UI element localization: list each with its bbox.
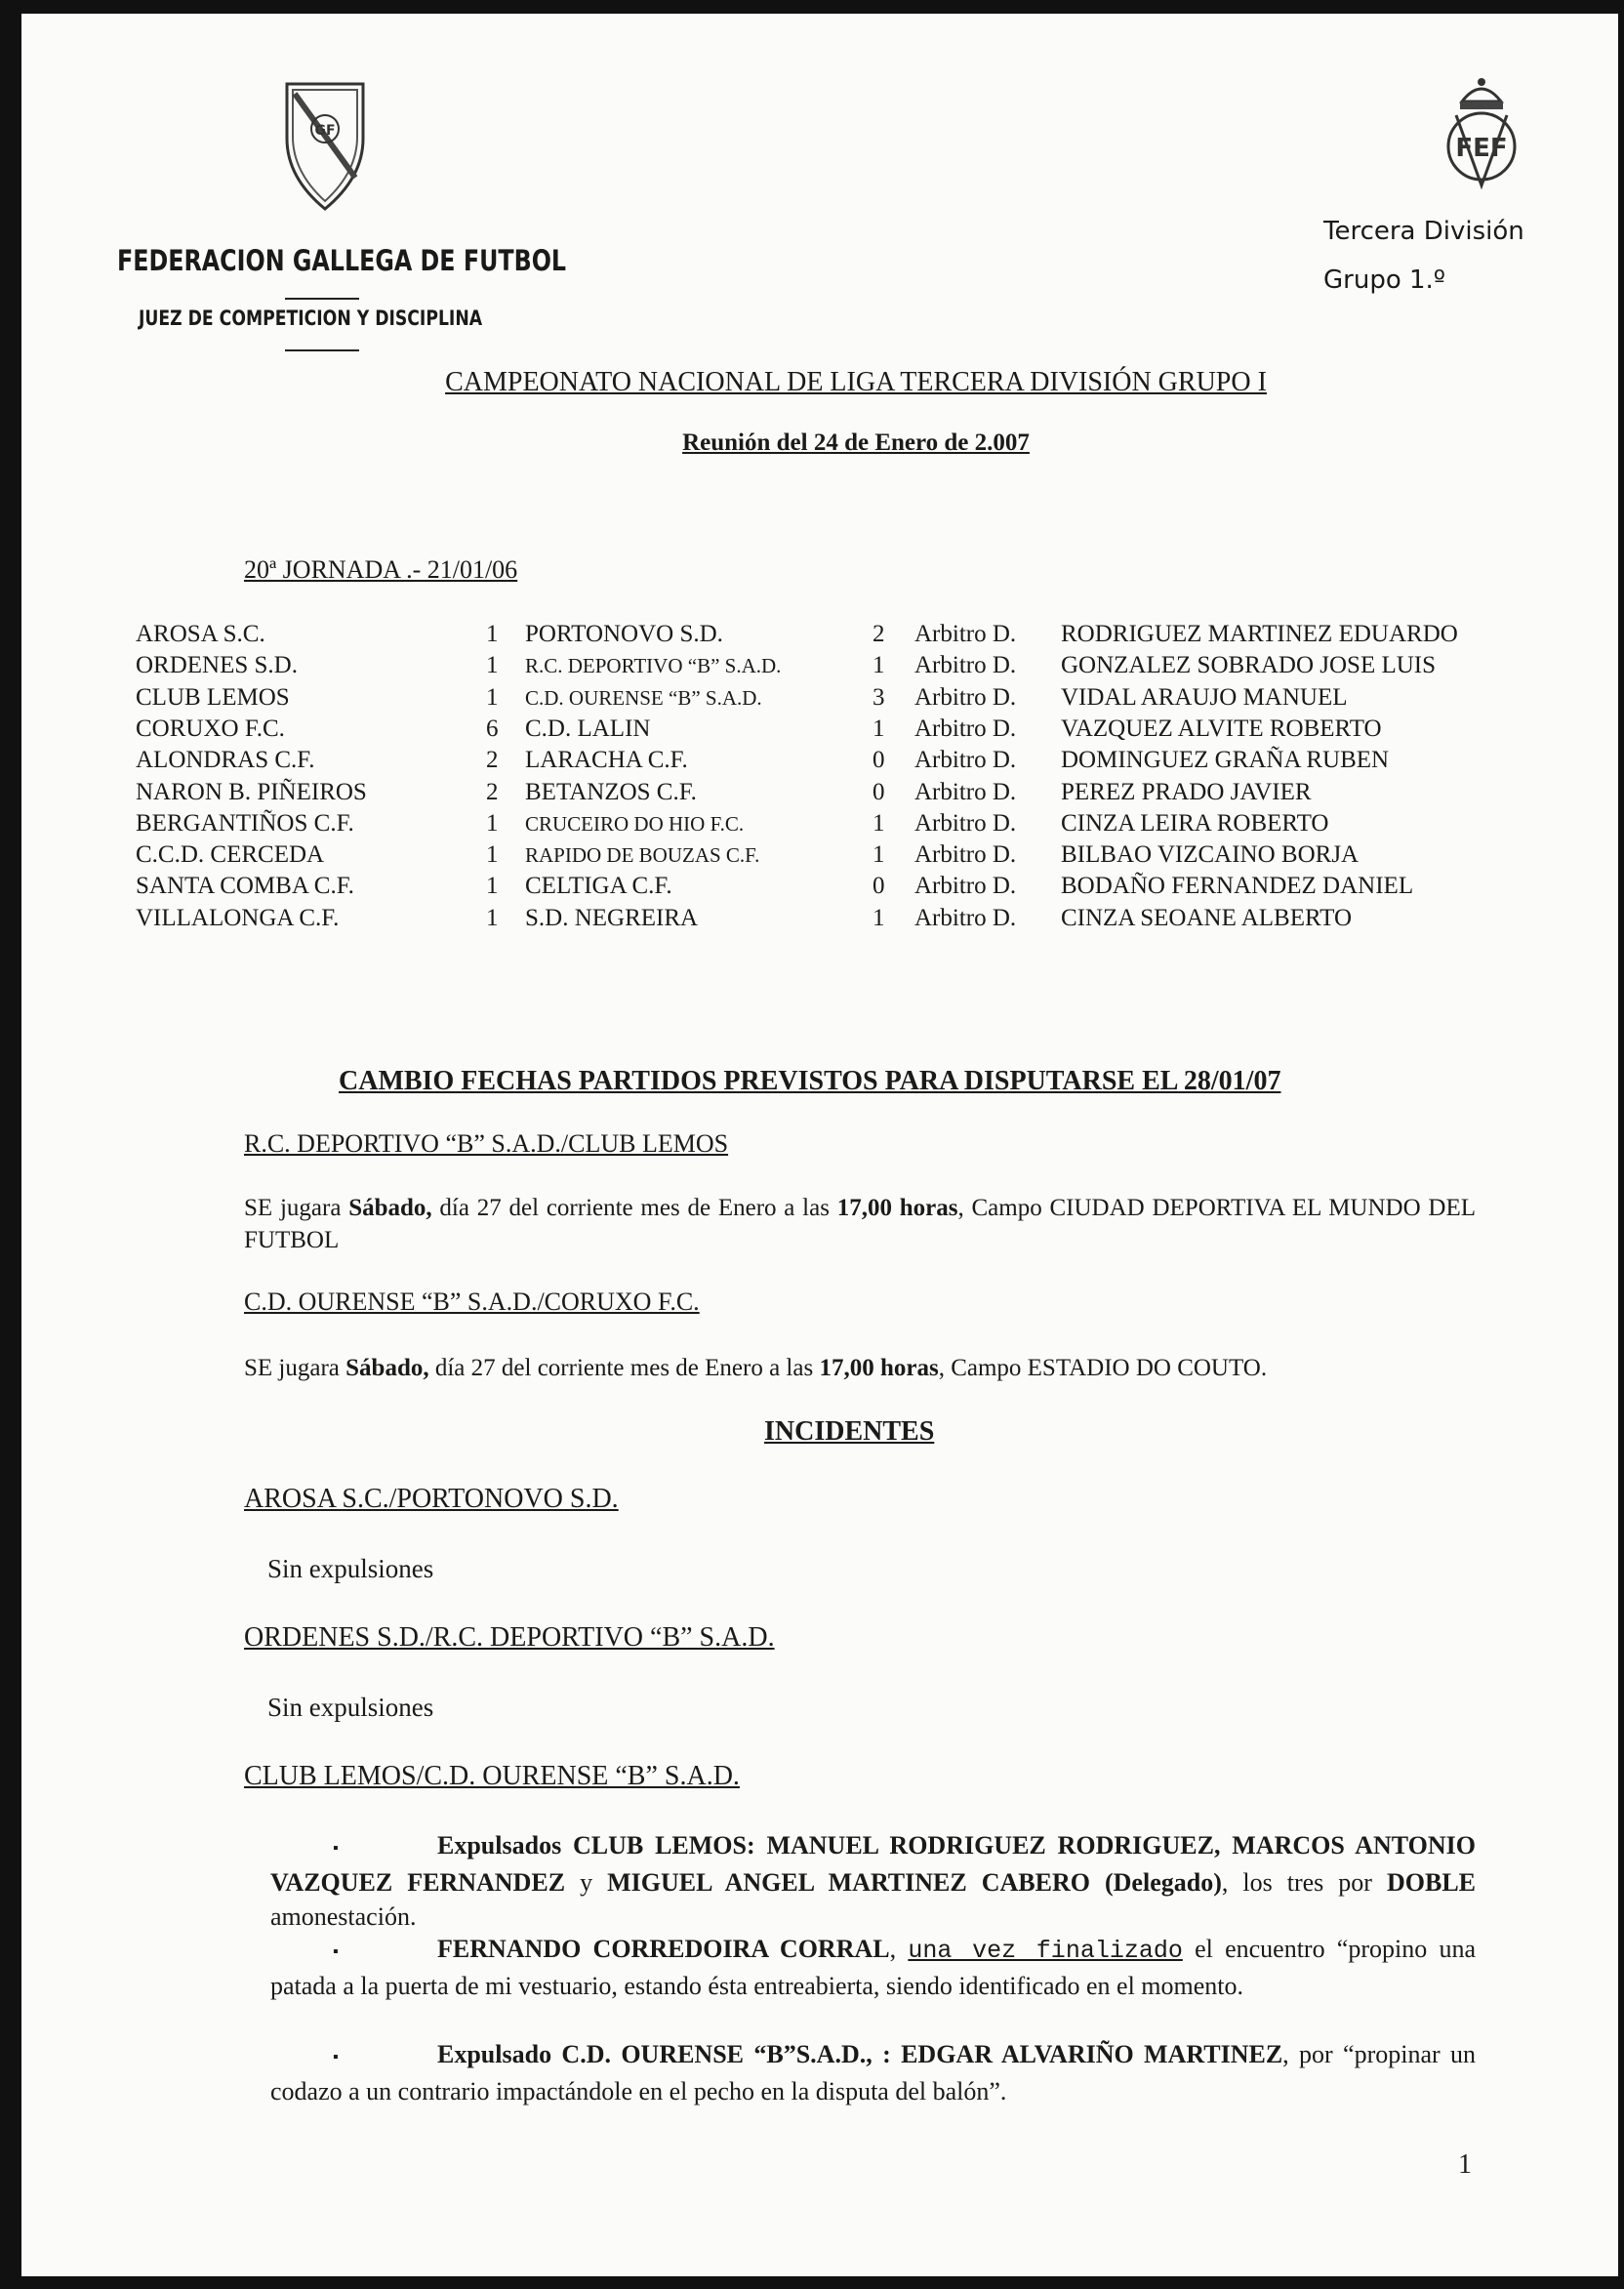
referee-name: DOMINGUEZ GRAÑA RUBEN (1061, 747, 1390, 774)
home-team: C.C.D. CERCEDA (136, 841, 325, 869)
away-team: LARACHA C.F. (525, 747, 688, 774)
result-row (0, 839, 1624, 871)
home-score: 1 (486, 621, 499, 647)
text: día 27 del corriente mes de Enero a las (431, 1195, 837, 1221)
away-score: 1 (873, 652, 885, 679)
incident-text-1: Sin expulsiones (267, 1554, 434, 1583)
home-score: 1 (486, 904, 499, 931)
away-team: RAPIDO DE BOUZAS C.F. (525, 843, 760, 868)
home-team: AROSA S.C. (136, 621, 265, 647)
away-score: 3 (873, 683, 885, 711)
away-team: CRUCEIRO DO HIO F.C. (525, 811, 745, 836)
away-score: 0 (873, 747, 885, 774)
home-team: VILLALONGA C.F. (136, 904, 340, 931)
svg-text:FEF: FEF (1455, 134, 1508, 163)
result-row (0, 871, 1624, 902)
change-match-1: R.C. DEPORTIVO “B” S.A.D./CLUB LEMOS (244, 1129, 729, 1158)
change-match-2: C.D. OURENSE “B” S.A.D./CORUXO F.C. (244, 1288, 700, 1316)
text: y (565, 1867, 608, 1897)
result-row (0, 903, 1624, 934)
result-row (0, 777, 1624, 808)
venue: , Campo CIUDAD DEPORTIVA EL MUNDO DEL FUTBOL (244, 1195, 1477, 1253)
referee-name: VAZQUEZ ALVITE ROBERTO (1061, 715, 1382, 742)
result-row (0, 682, 1624, 714)
division-label: Tercera División (1323, 217, 1524, 246)
away-score: 1 (873, 841, 885, 869)
away-team: S.D. NEGREIRA (525, 904, 699, 931)
text: FERNANDO CORREDOIRA CORRAL (437, 1935, 890, 1963)
federation-name: FEDERACION GALLEGA DE FUTBOL (117, 244, 567, 277)
referee-label: Arbitro D. (914, 873, 1017, 900)
referee-label: Arbitro D. (914, 652, 1017, 679)
document-title: CAMPEONATO NACIONAL DE LIGA TERCERA DIVISIÓN GRUPO I (445, 367, 1267, 397)
home-score: 1 (486, 652, 499, 679)
incident-match-3: CLUB LEMOS/C.D. OURENSE “B” S.A.D. (244, 1761, 740, 1791)
home-score: 2 (486, 778, 499, 805)
text: amonestación. (270, 1901, 417, 1931)
referee-label: Arbitro D. (914, 904, 1017, 931)
result-row (0, 745, 1624, 776)
incident-paragraph-3 (270, 2037, 1476, 2108)
federation-shield-logo (283, 80, 367, 213)
bullet-icon: ▪ (333, 1942, 339, 1960)
result-row (0, 714, 1624, 745)
away-team: BETANZOS C.F. (525, 778, 697, 805)
referee-name: VIDAL ARAUJO MANUEL (1061, 683, 1348, 711)
home-score: 1 (486, 841, 499, 869)
change-text-1 (244, 1192, 1476, 1256)
text: día 27 del corriente mes de Enero a las (428, 1355, 820, 1381)
away-team: C.D. LALIN (525, 715, 651, 742)
referee-label: Arbitro D. (914, 778, 1017, 805)
text: DOBLE (1386, 1867, 1477, 1897)
referee-label: Arbitro D. (914, 841, 1017, 869)
text: Expulsado C.D. OURENSE “B”S.A.D., : EDGAR ALVARIÑO MARTINEZ (437, 2040, 1283, 2068)
referee-name: BILBAO VIZCAINO BORJA (1061, 841, 1360, 869)
home-team: SANTA COMBA C.F. (136, 873, 354, 900)
svg-text:GF: GF (314, 123, 336, 139)
incident-paragraph-1 (270, 1828, 1476, 1934)
home-score: 2 (486, 747, 499, 774)
bullet-icon: ▪ (333, 2048, 339, 2065)
away-score: 0 (873, 778, 885, 805)
venue: , Campo ESTADIO DO COUTO. (938, 1355, 1268, 1381)
incident-text-2: Sin expulsiones (267, 1693, 434, 1722)
result-row (0, 619, 1624, 650)
referee-label: Arbitro D. (914, 809, 1017, 837)
text: SE jugara (244, 1195, 349, 1221)
referee-label: Arbitro D. (914, 747, 1017, 774)
divider (285, 298, 359, 300)
time: 17,00 horas (819, 1355, 939, 1381)
home-score: 1 (486, 683, 499, 711)
home-team: CORUXO F.C. (136, 715, 285, 742)
bullet-icon: ▪ (333, 1839, 339, 1857)
text: el encuentro “propino una patada a la puerta de mi vestuario, estando ésta entreabierta, siendo identificado en el momento. (270, 1935, 1476, 2000)
text: MIGUEL ANGEL MARTINEZ CABERO (Delegado) (607, 1867, 1222, 1897)
referee-name: CINZA SEOANE ALBERTO (1061, 904, 1353, 931)
jornada-heading: 20ª JORNADA .- 21/01/06 (244, 555, 518, 584)
referee-label: Arbitro D. (914, 715, 1017, 742)
referee-name: BODAÑO FERNANDEZ DANIEL (1061, 873, 1414, 900)
away-team: R.C. DEPORTIVO “B” S.A.D. (525, 654, 782, 678)
text: una vez finalizado (908, 1937, 1183, 1965)
changes-heading: CAMBIO FECHAS PARTIDOS PREVISTOS PARA DISPUTARSE EL 28/01/07 (339, 1066, 1281, 1096)
away-team: CELTIGA C.F. (525, 873, 672, 900)
day: Sábado, (348, 1195, 432, 1221)
home-team: CLUB LEMOS (136, 683, 290, 711)
divider (285, 349, 359, 351)
home-team: ALONDRAS C.F. (136, 747, 315, 774)
away-team: PORTONOVO S.D. (525, 621, 723, 647)
home-score: 1 (486, 809, 499, 837)
day: Sábado, (345, 1355, 429, 1381)
home-team: ORDENES S.D. (136, 652, 298, 679)
home-score: 6 (486, 715, 499, 742)
incident-paragraph-2 (270, 1932, 1476, 2003)
text: , (889, 1935, 909, 1963)
away-team: C.D. OURENSE “B” S.A.D. (525, 685, 762, 710)
away-score: 1 (873, 809, 885, 837)
text: SE jugara (244, 1355, 346, 1381)
page-number: 1 (1458, 2149, 1472, 2180)
incident-match-1: AROSA S.C./PORTONOVO S.D. (244, 1484, 619, 1514)
text: Expulsados CLUB LEMOS: MANUEL RODRIGUEZ RODRIGUEZ, MARCOS ANTONIO VAZQUEZ FERNANDEZ (270, 1831, 1476, 1897)
home-team: BERGANTIÑOS C.F. (136, 809, 354, 837)
referee-name: CINZA LEIRA ROBERTO (1061, 809, 1329, 837)
text: , por “propinar un codazo a un contrario impactándole en el pecho en la disputa del balón”. (270, 2040, 1477, 2105)
incidents-heading: INCIDENTES (764, 1416, 935, 1447)
time: 17,00 horas (836, 1195, 958, 1221)
referee-name: GONZALEZ SOBRADO JOSE LUIS (1061, 652, 1437, 679)
department-name: JUEZ DE COMPETICION Y DISCIPLINA (139, 307, 483, 330)
referee-name: RODRIGUEZ MARTINEZ EDUARDO (1061, 621, 1458, 647)
home-score: 1 (486, 873, 499, 900)
referee-name: PEREZ PRADO JAVIER (1061, 778, 1312, 805)
away-score: 2 (873, 621, 885, 647)
incident-match-2: ORDENES S.D./R.C. DEPORTIVO “B” S.A.D. (244, 1622, 775, 1653)
away-score: 1 (873, 715, 885, 742)
meeting-date: Reunión del 24 de Enero de 2.007 (682, 429, 1030, 456)
result-row (0, 650, 1624, 681)
group-label: Grupo 1.º (1323, 266, 1446, 295)
change-text-2 (244, 1352, 1476, 1384)
text: , los tres por (1221, 1867, 1387, 1897)
away-score: 0 (873, 873, 885, 900)
referee-label: Arbitro D. (914, 683, 1017, 711)
home-team: NARON B. PIÑEIROS (136, 778, 367, 805)
away-score: 1 (873, 904, 885, 931)
result-row (0, 808, 1624, 839)
referee-label: Arbitro D. (914, 621, 1017, 647)
rfef-crest-logo (1437, 72, 1526, 191)
